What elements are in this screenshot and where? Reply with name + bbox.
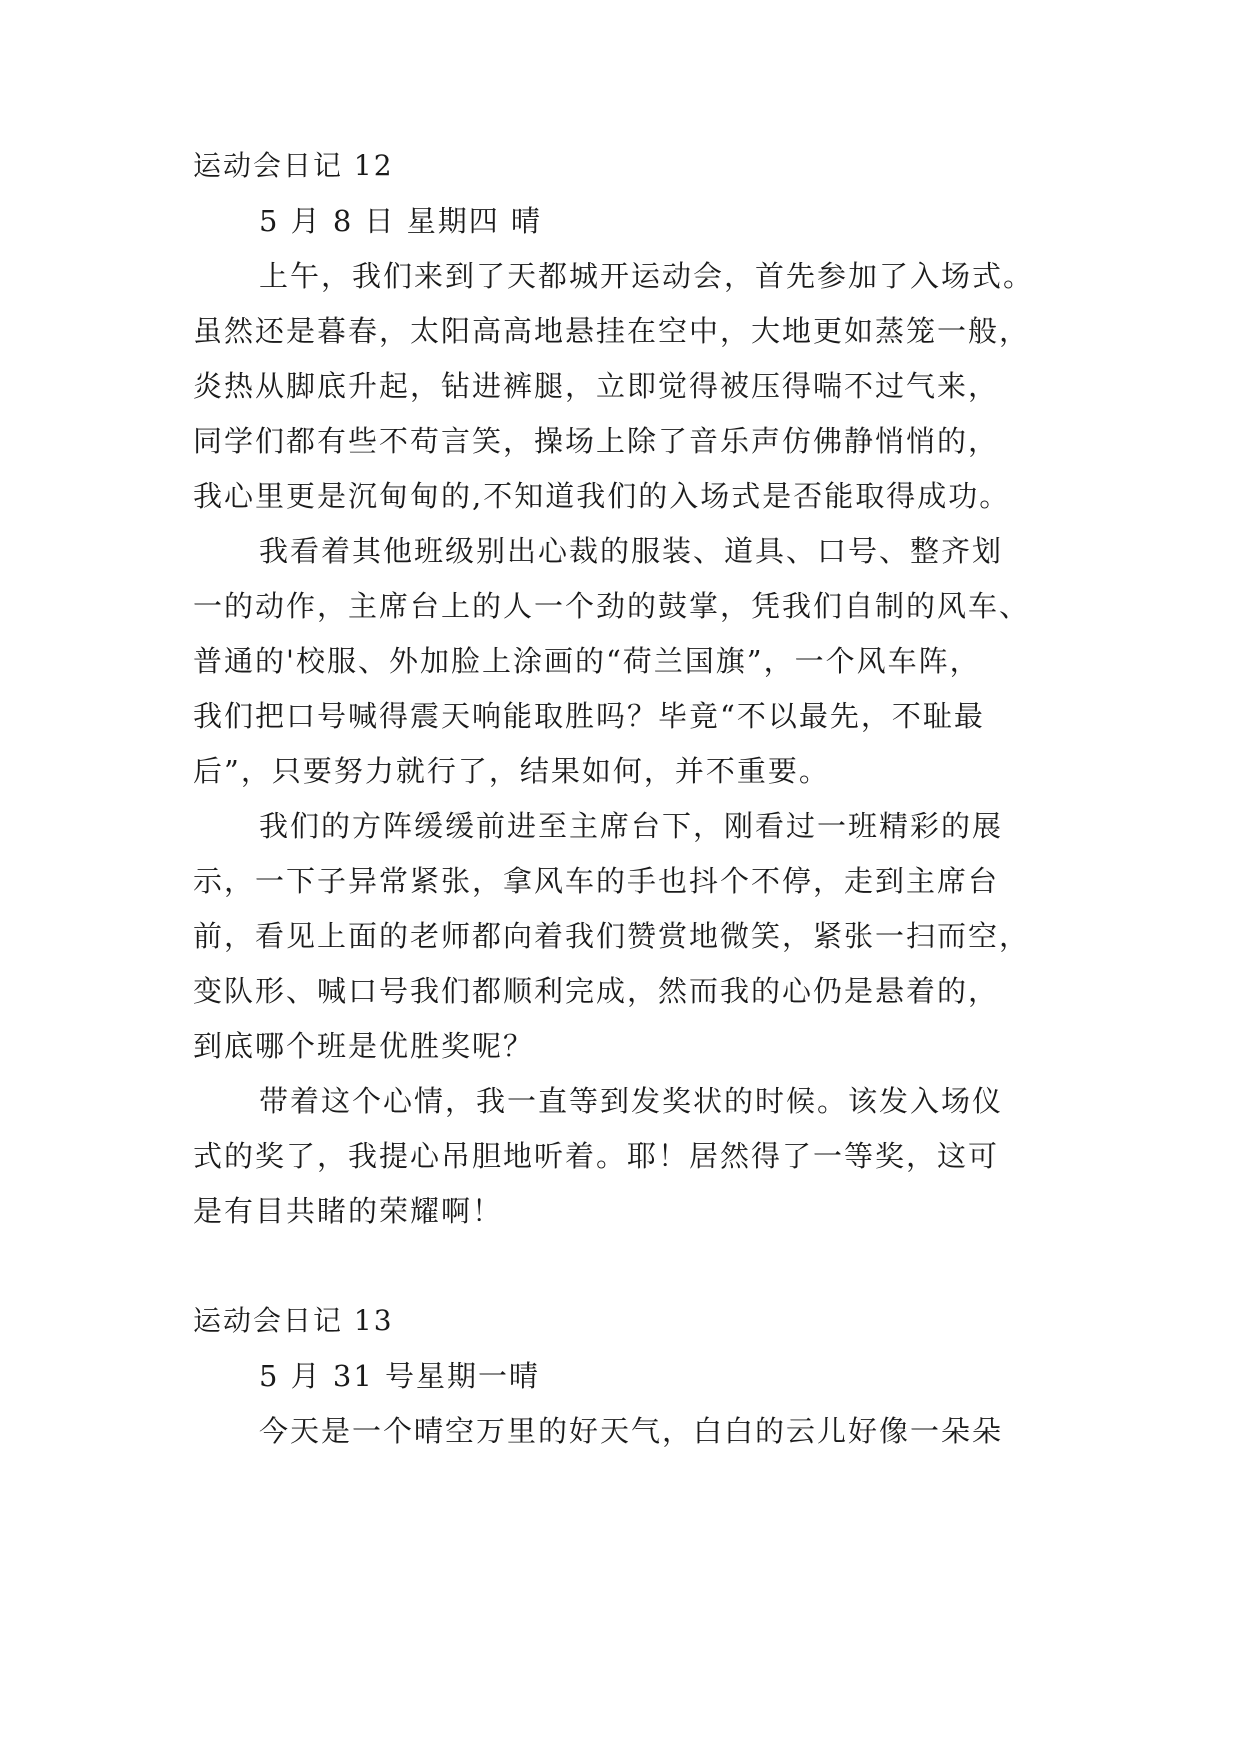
paragraph-line: 示，一下子异常紧张，拿风车的手也抖个不停，走到主席台 bbox=[193, 864, 1000, 898]
paragraph-line: 我们的方阵缓缓前进至主席台下，刚看过一班精彩的展 bbox=[259, 809, 1004, 843]
paragraph-line: 我们把口号喊得震天响能取胜吗？毕竟“不以最先，不耻最 bbox=[193, 699, 985, 733]
paragraph-line: 是有目共睹的荣耀啊！ bbox=[193, 1194, 504, 1228]
paragraph-line: 普通的'校服、外加脸上涂画的“荷兰国旗”，一个风车阵， bbox=[193, 644, 981, 678]
paragraph-line: 到底哪个班是优胜奖呢？ bbox=[193, 1029, 535, 1063]
paragraph-line: 上午，我们来到了天都城开运动会，首先参加了入场式。 bbox=[259, 259, 1035, 293]
paragraph-line: 同学们都有些不苟言笑，操场上除了音乐声仿佛静悄悄的， bbox=[193, 424, 1000, 458]
paragraph-line: 炎热从脚底升起，钻进裤腿，立即觉得被压得喘不过气来， bbox=[193, 369, 1000, 403]
paragraph-line: 式的奖了，我提心吊胆地听着。耶！居然得了一等奖，这可 bbox=[193, 1139, 1000, 1173]
entry-date: 5 月 8 日 星期四 晴 bbox=[259, 204, 542, 238]
entry-title: 运动会日记 13 bbox=[193, 1304, 394, 1337]
paragraph-line: 后”，只要努力就行了，结果如何，并不重要。 bbox=[193, 754, 830, 788]
entry-date: 5 月 31 号星期一晴 bbox=[259, 1359, 541, 1393]
paragraph-line: 我看着其他班级别出心裁的服装、道具、口号、整齐划 bbox=[259, 534, 1004, 568]
paragraph-line: 今天是一个晴空万里的好天气，白白的云儿好像一朵朵 bbox=[259, 1414, 1004, 1448]
paragraph-line: 我心里更是沉甸甸的,不知道我们的入场式是否能取得成功。 bbox=[193, 479, 1011, 513]
entry-title: 运动会日记 12 bbox=[193, 149, 394, 182]
paragraph-line: 虽然还是暮春，太阳高高地悬挂在空中，大地更如蒸笼一般， bbox=[193, 314, 1031, 348]
paragraph-line: 变队形、喊口号我们都顺利完成，然而我的心仍是悬着的， bbox=[193, 974, 1000, 1008]
paragraph-line: 带着这个心情，我一直等到发奖状的时候。该发入场仪 bbox=[259, 1084, 1004, 1118]
paragraph-line: 一的动作，主席台上的人一个劲的鼓掌，凭我们自制的风车、 bbox=[193, 589, 1031, 623]
paragraph-line: 前，看见上面的老师都向着我们赞赏地微笑，紧张一扫而空， bbox=[193, 919, 1031, 953]
